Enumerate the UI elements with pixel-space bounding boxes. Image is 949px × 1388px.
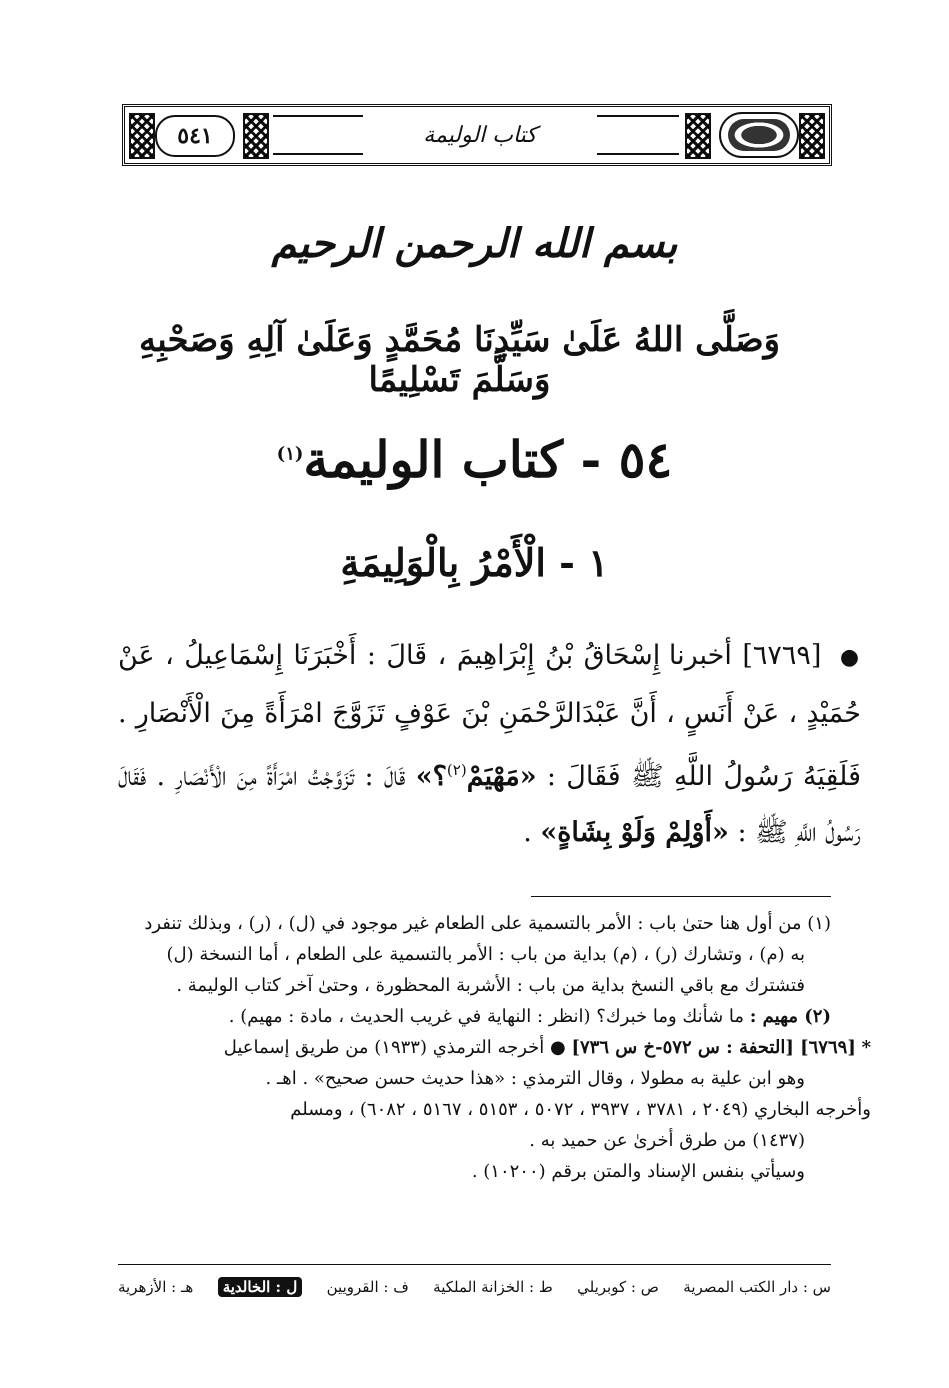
source-note-line-4: (١٤٣٧) من طرق أخرىٰ عن حميد به . bbox=[529, 1130, 805, 1151]
ornament-left-outer bbox=[129, 113, 155, 159]
hadith-part-1: أخبرنا إِسْحَاقُ بْنُ إِبْرَاهِيمَ ، قَالَ : أَخْبَرَنَا إِسْمَاعِيلُ ، عَنْ حُمَيْدٍ ، عَنْ أَنَسٍ ، أَنَّ عَبْدَالرَّحْمَنِ بْنَ عَوْفٍ تَزَوَّجَ امْرَأَةً مِنَ الْأَنْصَارِ . فَلَقِيَهُ رَسُولُ اللَّهِ ﷺ فَقَالَ : bbox=[118, 640, 861, 792]
running-title-text: كتاب الوليمة bbox=[423, 122, 537, 148]
publisher-logo bbox=[719, 112, 799, 158]
footnotes bbox=[118, 908, 871, 1187]
siglum-kobrili: ص : كوبريلي bbox=[577, 1278, 659, 1296]
basmala: بسم الله الرحمن الرحيم bbox=[271, 220, 678, 267]
book-title: كتاب الوليمة bbox=[303, 430, 564, 489]
hadith-quote-2: «أَوْلِمْ وَلَوْ بِشَاةٍ» bbox=[540, 817, 729, 848]
manuscript-sigla bbox=[118, 1270, 831, 1304]
hadith-part-2: قَالَ : تَزَوَّجْتُ امْرَأَةً مِنَ الْأَنْصَارِ . فَقَالَ رَسُولُ اللَّهِ ﷺ : bbox=[118, 761, 861, 848]
source-reference: [٦٧٦٩] [التحفة : س ٥٧٢-خ س ٧٣٦] bbox=[571, 1037, 856, 1058]
publisher-logo-emblem bbox=[728, 119, 790, 151]
siglum-azhariyya: هـ : الأزهرية bbox=[118, 1278, 194, 1296]
running-title bbox=[365, 113, 595, 157]
footnote-2-text: ما شأنك وما خبرك؟ (انظر : النهاية في غريب الحديث ، مادة : مهيم) . bbox=[228, 1006, 745, 1027]
footnote-1-line-2: به (م) ، وتشارك (ر) ، (م) بداية من باب : الأمر بالتسمية على الطعام ، أما النسخة (ل) bbox=[166, 944, 805, 965]
siglum-royal-library: ط : الخزانة الملكية bbox=[433, 1278, 553, 1296]
ornament-right-outer bbox=[799, 113, 825, 159]
footnote-separator bbox=[531, 896, 831, 897]
source-note-line-1 bbox=[118, 1032, 871, 1063]
sigla-separator bbox=[118, 1264, 831, 1265]
siglum-qarawiyyin: ف : القرويين bbox=[326, 1278, 409, 1296]
siglum-dar-al-kutub: س : دار الكتب المصرية bbox=[683, 1278, 831, 1296]
source-note-line-3: وأخرجه البخاري (٢٠٤٩ ، ٣٧٨١ ، ٣٩٣٧ ، ٥٠٧٢ ، ٥١٥٣ ، ٥١٦٧ ، ٦٠٨٢) ، ومسلم bbox=[290, 1099, 871, 1120]
chapter-title: ١ - الْأَمْرُ بِالْوَلِيمَةِ bbox=[340, 540, 609, 585]
hadith-bullet: ● bbox=[839, 645, 861, 670]
book-heading bbox=[0, 430, 949, 489]
footnote-2 bbox=[118, 1001, 831, 1032]
book-number: ٥٤ - bbox=[580, 430, 673, 489]
decorative-band-right bbox=[597, 115, 679, 155]
page-number-text: ٥٤١ bbox=[177, 123, 213, 149]
hadith-quote-1-end: ؟» bbox=[415, 761, 447, 792]
hadith-end: . bbox=[523, 817, 532, 848]
footnote-1-line-3: فتشترك مع باقي النسخ بداية من باب : الأشربة المحظورة ، وحتىٰ آخر كتاب الوليمة . bbox=[176, 975, 805, 996]
source-text-1: ● أخرجه الترمذي (١٩٣٣) من طريق إسماعيل bbox=[223, 1037, 566, 1058]
source-marker: * bbox=[861, 1037, 871, 1058]
page-number bbox=[155, 115, 235, 157]
hadith-quote-1: «مَهْيَمْ bbox=[466, 761, 537, 792]
ornament-right-inner bbox=[685, 113, 711, 159]
source-note-line-5: وسيأتي بنفس الإسناد والمتن برقم (١٠٢٠٠) . bbox=[471, 1161, 805, 1182]
header-frame bbox=[125, 107, 829, 163]
hadith-text bbox=[118, 628, 861, 861]
footnote-2-term: (٢) مهيم : bbox=[749, 1006, 831, 1027]
hadith-number: [٦٧٦٩] bbox=[742, 640, 822, 671]
page-header bbox=[122, 104, 832, 166]
footnote-1-line-1: (١) من أول هنا حتىٰ باب : الأمر بالتسمية على الطعام غير موجود في (ل) ، (ر) ، وبذلك تنفرد bbox=[144, 913, 831, 934]
siglum-khalidiyya: ل : الخالدية bbox=[218, 1277, 303, 1297]
source-note-line-2: وهو ابن علية به مطولا ، وقال الترمذي : «هذا حديث حسن صحيح» . اهـ . bbox=[265, 1068, 805, 1089]
decorative-band-left bbox=[273, 115, 363, 155]
salutation: وَصَلَّى اللهُ عَلَىٰ سَيِّدِنَا مُحَمَّدٍ وَعَلَىٰ آلِهِ وَصَحْبِهِ وَسَلَّمَ تَسْلِيمًا bbox=[138, 320, 781, 400]
hadith-quote-1-note-ref: (٢) bbox=[446, 761, 467, 779]
ornament-left-inner bbox=[243, 113, 269, 159]
book-title-note-ref: (١) bbox=[276, 443, 304, 465]
